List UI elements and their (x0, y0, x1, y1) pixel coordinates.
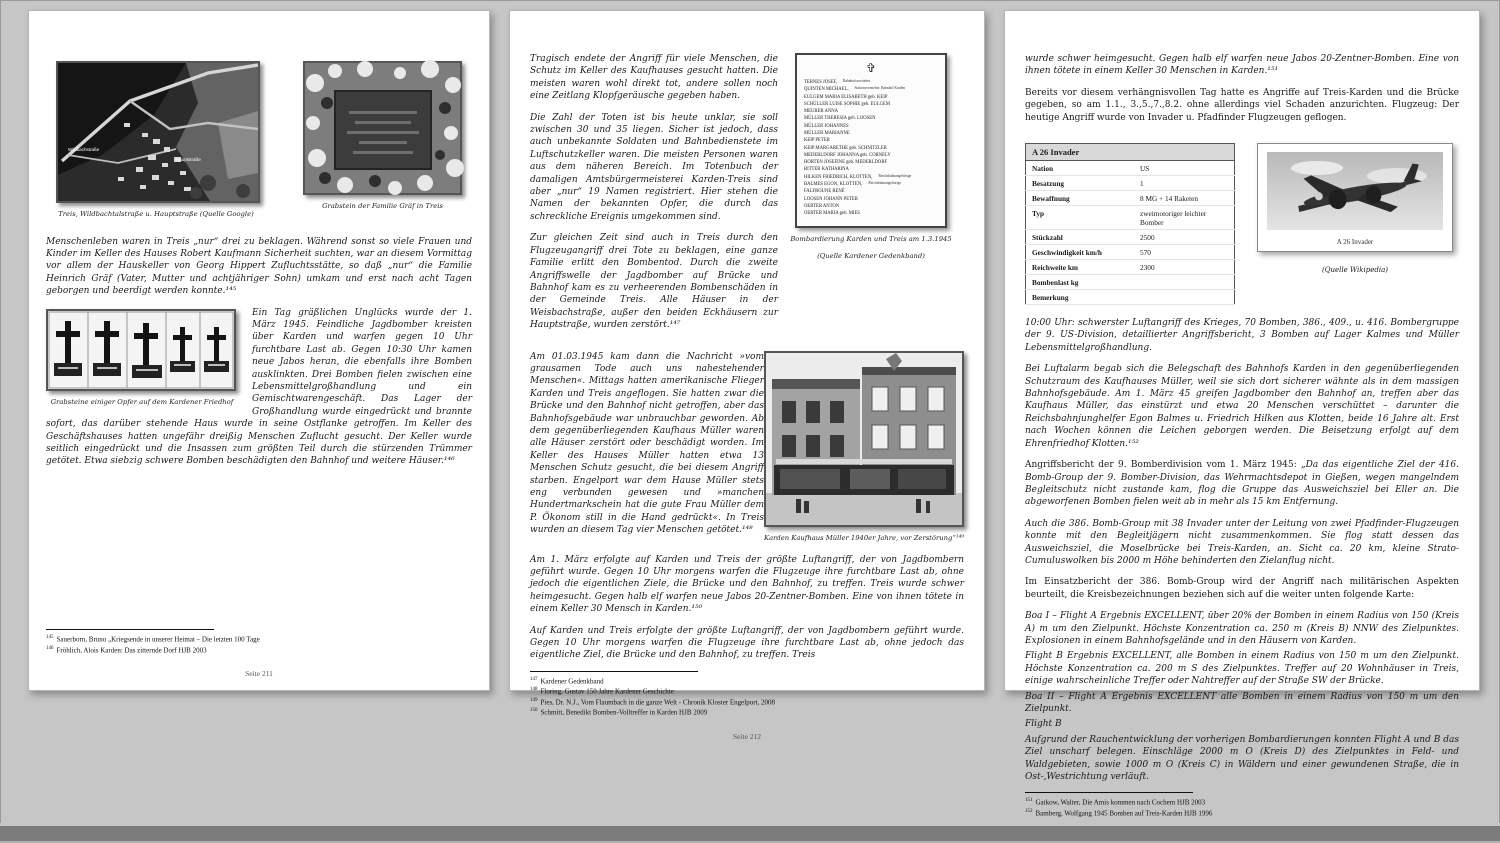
paragraph: Boa I – Flight A Ergebnis EXCELLENT, über 20% der Bomben in einem Radius von 150 (Kreis A) m um den Zielpunkt. Höchste Konzentration ca. 250 m (Kreis B) NNW des Zielpunktes. Explosionen in einem Bahnhofsgelände und in den Häusern von Karden. (1025, 611, 1459, 646)
caption-aerial: Treis, Wildbachtalstraße u. Hauptstraße (Quelle Google) (58, 210, 254, 218)
spec-row (1026, 161, 1235, 176)
page-number: Seite 211 (245, 669, 273, 678)
victim-name: MEDERLDORF JOHANNA geb. CORNELY (804, 152, 891, 158)
figure-aerial-treis (56, 61, 256, 220)
footnote-text: Pies, Dr. N.J., Vom Flaumbach in die ganze Welt - Chronik Kloster Engelport, 2008 (540, 698, 775, 707)
spec-table-body (1026, 161, 1235, 305)
victim-name: QUINTEN MICHAEL, (804, 87, 849, 93)
figure-column (778, 53, 964, 341)
figure-row-top (46, 61, 472, 220)
victim-name: HILKEN FRIEDRICH, KLOTTEN, (804, 174, 873, 180)
footnote-number: 150 (530, 708, 538, 714)
memorial-plaque (795, 53, 947, 228)
victim-name: SCHÜLLER LUISE SOPHIE geb. EULGEM (804, 101, 891, 107)
plaque-name-row (804, 79, 938, 86)
figure-kaufhaus-mueller (764, 351, 964, 544)
paragraph (1025, 459, 1459, 509)
report-quote: „Da das eigentliche Ziel der 416. Bomb-Group der 9. Bomber-Division, das Wehrmachtsdepot in Gießen, wegen mangelndem Begleitschutz nicht zustande kam, flog die Gruppe das Ausweichsziel bei Eller an. Die abgeworfenen Bomben fielen weit ab in mehr als 15 km Entfernung. (1025, 460, 1459, 508)
caption-a26: A 26 Invader (1336, 238, 1374, 247)
footnote-number: 147 (530, 676, 538, 682)
text-column (530, 351, 764, 546)
footnote-number: 146 (46, 645, 54, 651)
plaque-name-row (804, 174, 938, 181)
victim-note: Bahnhofsvorsteher (842, 79, 871, 83)
plaque-name-row (804, 123, 938, 130)
footnote-number: 152 (1025, 808, 1033, 814)
row-middle (530, 351, 964, 546)
footnote (530, 686, 964, 696)
crosses-photo (46, 309, 236, 391)
plaque-name-row (804, 181, 938, 188)
caption-kaufhaus: Karden Kaufhaus Müller 1940er Jahre, vor Zerstörung“¹⁴⁹ (764, 533, 965, 542)
victim-name: MÜLLER JOHANNES (804, 123, 849, 129)
spec-row (1026, 230, 1235, 245)
spec-value (1134, 290, 1235, 305)
spec-row (1026, 206, 1235, 230)
victim-name: MÜLLER THERESIA geb. LOOSEN (804, 116, 876, 122)
plaque-name-row (804, 86, 938, 93)
paragraph: Flight B Ergebnis EXCELLENT, alle Bomben in einem Radius von 150 m um den Zielpunkt. Höchste Konzentration ca. 200 m S des Zielpunktes. Treffer auf 20 Wohnhäuser in Treis, einige wahrscheinliche Treffer oder Nahtreffer auf der Straße SW der Brücke. (1025, 651, 1459, 687)
footnote-number: 148 (530, 687, 538, 693)
spec-value: US (1134, 161, 1235, 176)
caption-plaque-line1: Bombardierung Karden und Treis am 1.3.1945 (790, 235, 952, 244)
spec-label: Bemerkung (1026, 290, 1135, 305)
spec-label: Reichweite km (1026, 260, 1135, 275)
footnote-rule (46, 629, 214, 630)
spec-label: Bewaffnung (1026, 191, 1135, 206)
paragraph: Zur gleichen Zeit sind auch in Treis durch den Flugzeugangriff drei Tote zu beklagen, eine ganze Familie erlitt den Bombentod. Durch die zweite Angriffswelle der Jagdbomber auf Brücke und Bahnhof kam es zu verheerenden Bombenschäden in der Gemeinde Treis. Alle Häuser in der Weisbachstraße, außer den beiden Eckhäusern zur Hauptstraße, wurden zerstört.¹⁴⁷ (530, 233, 778, 331)
spec-value: 1 (1134, 176, 1235, 191)
spec-label: Typ (1026, 206, 1135, 230)
spec-value: 2300 (1134, 260, 1235, 275)
paragraph: Am 1. März erfolgte auf Karden und Treis der größte Luftangriff, der von Jagdbombern geführt wurde. Gegen 10 Uhr morgens warfen die Flugzeuge ihre furchtbare Last ab, ohne jedoch die eigentlichen Ziele, die Brücke und den Bahnhof, zu treffen. Treis wurde schwer heimgesucht. Gegen halb elf warfen neue Jabos 20-Zentner-Bomben. Eine von ihnen tötete in einem Keller 30 Mensch in Karden.¹⁵⁰ (530, 554, 964, 615)
page-213 (1004, 10, 1480, 818)
row-bottom (530, 554, 964, 671)
plaque-name-row (804, 108, 938, 115)
spec-row (1026, 245, 1235, 260)
spec-value (1134, 275, 1235, 290)
plaque-name-row (804, 188, 938, 195)
paragraph: Im Einsatzbericht der 386. Bomb-Group wird der Angriff nach militärischen Aspekten beurteilt, die Kreisbezeichnungen beziehen sich auf die weiter unten folgende Karte: (1025, 577, 1459, 600)
report-lead: Angriffsbericht der 9. Bomberdivision vom 1. März 1945: (1025, 460, 1301, 471)
victim-name: MÜLLER MARIANNE (804, 130, 850, 136)
text-column (530, 53, 778, 341)
footnote (1025, 797, 1459, 807)
plaque-name-row (804, 152, 938, 159)
footnote-list (1025, 797, 1459, 818)
victim-name: FALFROUNE RENÉ (804, 189, 845, 195)
plaque-name-row (804, 203, 938, 210)
figure-gravestone-graef (303, 61, 462, 220)
footnote-list (46, 634, 472, 655)
footnote-list (530, 676, 964, 718)
plaque-name-row (804, 159, 938, 166)
paragraph: Bereits vor diesem verhängnisvollen Tag hatte es Angriffe auf Treis-Karden und die Brücke gegeben, so am 1.1., 3.,5.,7.,8.2. ohne allerdings viel Schaden anzurichten. Flugzeug: Der heutige Angriff wurde von Invader u. Pfadfinder Flugzeugen geflogen. (1025, 87, 1459, 123)
victim-name: LOOSEN JOHANN PETER (804, 196, 858, 202)
footnote-text: Floring, Gustav 150 Jahre Kardener Geschichte (540, 687, 674, 696)
paragraph: Aufgrund der Rauchentwicklung der vorherigen Bombardierungen konnten Flight A und B das Ziel unscharf belegen. Einschläge 2000 m O (Kreis D) des Zielpunktes in Feld- und Waldgebieten, sowie 1000 m O (Kreis C) in Wäldern und einer gewundenen Straße, die in Ost-,Westrichtung verläuft. (1025, 734, 1459, 783)
victim-name: RITTER KATHARINA (804, 167, 849, 173)
victim-name: HORTEN JOSEFINE geb. MEDERLDORF (804, 160, 888, 166)
aircraft-spec-table (1025, 143, 1235, 305)
spec-value: 2500 (1134, 230, 1235, 245)
victim-name: OERTER MARIA geb. MIES (804, 211, 860, 217)
footnote-text: Bamberg, Wolfgang 1945 Bomben auf Treis-Karden HJB 1996 (1035, 809, 1213, 818)
paragraph: Boa II – Flight A Ergebnis EXCELLENT alle Bomben in einem Radius von 150 m um den Zielpunkt. (1025, 691, 1459, 714)
footnote-rule (530, 671, 698, 672)
plaque-name-row (804, 101, 938, 108)
spec-label: Bombenlast kg (1026, 275, 1135, 290)
footnote (530, 676, 964, 686)
aerial-photo (56, 61, 260, 203)
footnote-text: Kardener Gedenkband (540, 677, 604, 686)
footnote (1025, 808, 1459, 818)
page-212 (509, 10, 985, 741)
caption-plaque-line2: (Quelle Kardener Gedenkband) (817, 251, 925, 260)
figure-column (764, 351, 964, 546)
caption-gravestone: Grabstein der Familie Gräf in Treis (322, 202, 443, 210)
paragraph: Bei Luftalarm begab sich die Belegschaft des Bahnhofs Karden in den gegenüberliegenden Schutzraum des Kaufhauses Müller, weil sie sich dort sicherer wähnte als in dem massigen Bahnhofsgebäude. Am 1. März 45 greifen Jagdbomber den Bahnhof an, treffen aber das Kaufhaus Müller, das einstürzt und etwa 20 Menschen verschüttet – darunter die Reichsbahnjunghelfer Egon Balmes u. Friedrich Hilken aus Klotten, beide 16 Jahre alt. Erst nach Wochen können die Leichen geborgen werden. Die Beisetzung erfolgt auf dem Ehrenfriedhof Klotten.¹⁵² (1025, 364, 1459, 449)
footnote-number: 149 (530, 697, 538, 703)
plaque-name-row (804, 196, 938, 203)
victim-name: OERTER ANTON (804, 203, 840, 209)
paragraph: Auch die 386. Bomb-Group mit 38 Invader unter der Leitung von zwei Pfadfinder-Flugzeugen konnte mit den Begleitjägern nicht zusammenkommen. Sie flog statt dessen das Ausweichsziel, die Moselbrücke bei Treis-Karden, an. Sicht ca. 20 km, kleine Strato-Cumuluswolken bis 2000 m Höhe behinderten den Zielanflug nicht. (1025, 518, 1459, 566)
a26-photo (1267, 152, 1443, 230)
road-label-wildbachstrasse: Wildbachstraße (68, 147, 100, 152)
paragraph: Am 01.03.1945 kam dann die Nachricht »vom grausamen Tode auch uns nahestehender Menschen«. Mittags hatten amerikanische Flieger Karden und Treis angeflogen. Sie hatten zwar die Brücke und den Bahnhof nicht getroffen, aber das Bahnhofsgebäude war unbrauchbar geworden. Ab dem gegenüberliegenden Kaufhaus Müller waren alle Häuser zerstört oder beschädigt worden. Im Keller des Hauses Müller hatten etwa 13 Menschen Schutz gesucht, die bei diesem Angriff starben. Engelport war dem Hause Müller stets eng verbunden gewesen und »manchen Hundertmarkschein hat die gute Frau Müller dem P. Ökonom still in die Hand gedrückt«. In Treis wurden an diesem Tag vier Menschen getötet.¹⁴⁸ (530, 351, 764, 536)
spec-value: 8 MG + 14 Raketen (1134, 191, 1235, 206)
page-footer (530, 671, 964, 743)
spec-label: Stückzahl (1026, 230, 1135, 245)
paragraph: Die Zahl der Toten ist bis heute unklar, sie soll zwischen 30 und 35 liegen. Sicher ist jedoch, dass auch unbekannte Soldaten und Bahnbedienstete im Luftschutzkeller waren. Die meisten Personen waren aus dem näheren Bereich. Im Totenbuch der damaligen Amtsbürgermeisterei Karden-Treis sind aber „nur“ 19 Namen registriert. Hier stehen die Namen der bekannten Opfer, die durch das schreckliche Ereignis umgekommen sind. (530, 112, 778, 222)
paragraph: wurde schwer heimgesucht. Gegen halb elf warfen neue Jabos 20-Zentner-Bomben. Eine von ihnen tötete in einem Keller 30 Menschen in Karden.¹⁵¹ (1025, 54, 1459, 77)
crosses-block (46, 307, 472, 477)
page-211 (28, 10, 490, 691)
footnote-text: Sauerborn, Bruno „Kriegsende in unserer Heimat – Die letzten 100 Tage (56, 635, 260, 644)
paragraph: 10:00 Uhr: schwerster Luftangriff des Krieges, 70 Bomben, 386., 409., u. 416. Bombergruppe der 9. US-Division, detaillierter Angriffsbericht, 3 Bomben auf Lager Kalmes und Müller Lebensmittelgroßhandlung. (1025, 318, 1459, 353)
footnote (530, 697, 964, 707)
spec-row (1026, 275, 1235, 290)
spec-row (1026, 260, 1235, 275)
footnote-number: 145 (46, 635, 54, 641)
caption-a26-source: (Quelle Wikipedia) (1321, 266, 1388, 275)
aircraft-spec-row (1025, 143, 1459, 305)
spec-value: zweimotoriger leichter Bomber (1134, 206, 1235, 230)
plaque-name-row (804, 94, 938, 101)
paragraph: Auf Karden und Treis erfolgte der größte Luftangriff, der von Jagdbombern geführt wurde. Gegen 10 Uhr morgens warfen die Flugzeuge ihre furchtbare Last ab, ohne jedoch das eigentliche Ziel, die Brücke und den Bahnhof, zu treffen. Treis (530, 625, 964, 661)
spec-row (1026, 191, 1235, 206)
victim-name: BALMES EGON, KLOTTEN, (804, 181, 863, 187)
plane-photo-frame (1257, 143, 1453, 252)
page-footer (46, 629, 472, 680)
footnote (46, 634, 472, 644)
figure-a26-invader (1251, 143, 1459, 305)
figure-crosses (46, 309, 238, 408)
gravestone-photo (303, 61, 462, 195)
victim-name: TERNES JOSEF, (804, 80, 837, 85)
spec-row (1026, 290, 1235, 305)
plaque-name-row (804, 166, 938, 173)
spec-label: Geschwindigkeit km/h (1026, 245, 1135, 260)
plaque-name-row (804, 130, 938, 137)
victim-name: KEIP PETER (804, 138, 830, 144)
plaque-name-row (804, 145, 938, 152)
kaufhaus-photo (764, 351, 964, 527)
spec-table-title: A 26 Invader (1026, 144, 1235, 161)
plaque-name-list (804, 79, 938, 217)
spec-row (1026, 176, 1235, 191)
road-label-hauptstrasse: Hauptstraße (176, 157, 201, 162)
spec-label: Nation (1026, 161, 1135, 176)
paragraph: Menschenleben waren in Treis „nur“ drei zu beklagen. Während sonst so viele Frauen und Kinder im Keller des Hauses Robert Kaufmann Sicherheit suchten, war an diesem Vormittag vor allem der Hauskeller von Georg Hippert Zufluchtsstätte, so daß „nur“ die Familie Heinrich Gräf (Vater, Mutter und achtjähriger Sohn) umkam und erst nach acht Tagen geborgen und beerdigt werden konnte.¹⁴⁵ (46, 236, 472, 297)
footnote (530, 707, 964, 717)
horizontal-scrollbar[interactable] (0, 823, 1500, 843)
victim-name: EULGEM MARIA ELISABETH geb. KEIP (804, 94, 888, 100)
victim-note: Reichsbahnangehörige (878, 173, 912, 178)
victim-note: Reichsbahnangehörige (868, 180, 902, 185)
page-number: Seite 212 (732, 731, 762, 741)
footnote-text: Gatkow, Walter, Die Amis kommen nach Cochem HJB 2003 (1035, 798, 1206, 807)
spec-label: Besatzung (1026, 176, 1135, 191)
footnote-rule (1025, 792, 1193, 793)
victim-name: KEIP MARGARETHE geb. SCHNITZLER (804, 145, 887, 151)
footnote (46, 645, 472, 655)
plaque-name-row (804, 210, 938, 217)
paragraph: Ein Tag gräßlichen Unglücks wurde der 1. März 1945. Feindliche Jagdbomber kreisten über Karden und warfen gegen 10 Uhr furchtbare Last ab. Gegen 10:30 Uhr kamen neue Jabos heran, die ebenfalls ihre Bomben ausklinkten. Drei Bomben fielen zwischen eine Lebensmittelgroßhandlung und ein Gemischtwarengeschäft. Das Lager der Großhandlung wurde eingedrückt und brannte sofort, das darüber stehende Haus wurde in seine Ostflanke getroffen. Im Keller des Geschäftshauses hatten ungefähr dreißig Menschen Zuflucht gesucht. Der Keller wurde seitlich eingedrückt und die Insassen zum größten Teil durch die stürzenden Trümmer getötet. Etwa siebzig schwere Bomben beschädigten den Bahnhof und weitere Häuser.¹⁴⁶ (46, 307, 472, 467)
footnote-text: Schmitt, Benedikt Bomben-Volltreffer in Karden HJB 2009 (540, 708, 708, 717)
footnote-text: Fröhlich, Alois Karden: Das zitternde Dorf HJB 2003 (56, 645, 207, 654)
paragraph: Tragisch endete der Angriff für viele Menschen, die Schutz im Keller des Kaufhauses gesucht hatten. Die meisten waren wohl direkt tot, andere sollen noch eine Zeitlang Klopfgeräusche gegeben haben. (530, 54, 778, 102)
caption-crosses: Grabsteine einiger Opfer auf dem Kardener Friedhof (50, 397, 234, 406)
spec-value: 570 (1134, 245, 1235, 260)
paragraph: Flight B (1025, 719, 1062, 730)
row-top (530, 53, 964, 341)
plaque-name-row (804, 115, 938, 122)
victim-note: Stationsvorsteher, Bahnhof Karden (854, 86, 905, 91)
footnote-number: 151 (1025, 798, 1033, 804)
plaque-name-row (804, 137, 938, 144)
cross-icon: ✞ (865, 61, 877, 75)
victim-name: MEURER ANNA (804, 109, 838, 115)
